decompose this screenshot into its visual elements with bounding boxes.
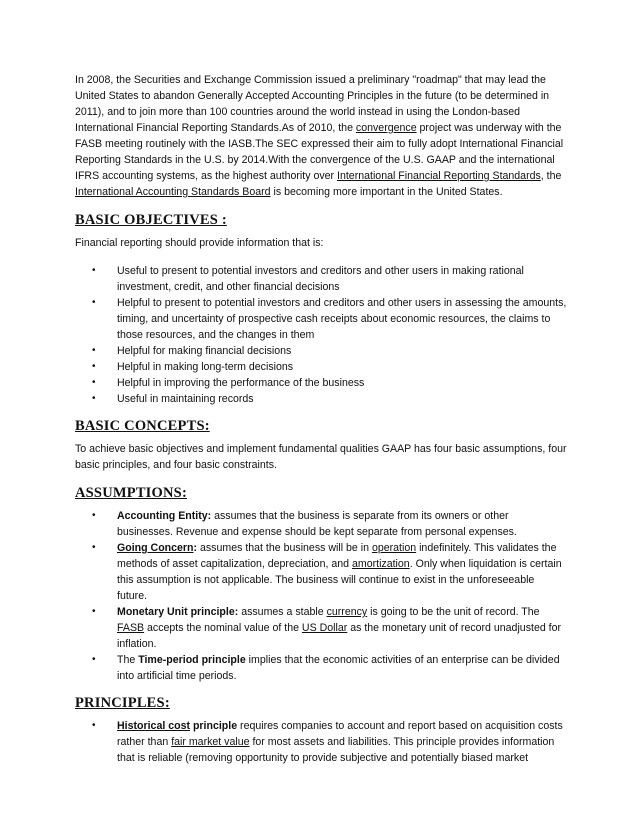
list-item: • Historical cost principle requires companies to account and report based on acquisition costs rather than fair market value for most assets and liabilities. This principle provides information that is reliable (removing opportunity to provide subjective and potentially biased market bbox=[92, 720, 563, 764]
objectives-list bbox=[75, 263, 567, 407]
assumptions-heading: ASSUMPTIONS: bbox=[75, 485, 187, 501]
iasb-link[interactable]: International Accounting Standards Board bbox=[75, 186, 271, 198]
going-concern-link[interactable]: Going Concern bbox=[117, 542, 194, 554]
list-item: • Helpful in making long-term decisions bbox=[92, 361, 294, 373]
list-item: • Accounting Entity: assumes that the business is separate from its owners or other businesses. Revenue and expense should be kept separate from personal expenses. bbox=[92, 510, 517, 538]
fair-market-value-link[interactable]: fair market value bbox=[171, 736, 250, 748]
historical-cost-link[interactable]: Historical cost bbox=[117, 720, 191, 732]
bullet-icon: • bbox=[92, 654, 96, 665]
concepts-paragraph: To achieve basic objectives and implement fundamental qualities GAAP has four basic assumptions, four basic principles, and four basic constraints. bbox=[75, 443, 567, 471]
list-item: • Useful to present to potential investors and creditors and other users in making rational investment, credit, and other financial decisions bbox=[92, 265, 524, 293]
list-item: • Helpful in improving the performance of the business bbox=[92, 377, 365, 389]
bullet-icon: • bbox=[92, 345, 96, 356]
objectives-lead: Financial reporting should provide information that is: bbox=[75, 237, 324, 249]
intro-text-2: project was underway with the FASB meeting routinely with the IASB.The SEC expressed their aim to fully adopt International Financial Reporting Standards in the U.S. by 2014.With the convergence of the U.S. GAAP and the international IFRS accounting systems, as the highest authority over bbox=[75, 122, 564, 182]
list-item: • The Time-period principle implies that the economic activities of an enterprise can be divided into artificial time periods. bbox=[92, 654, 560, 682]
bullet-icon: • bbox=[92, 265, 96, 276]
intro-paragraph bbox=[75, 72, 567, 200]
list-item: • Helpful to present to potential investors and creditors and other users in assessing the amounts, timing, and uncertainty of prospective cash receipts about economic resources, the claims to those resources, and the changes in them bbox=[92, 297, 567, 341]
document-body bbox=[75, 72, 567, 777]
ifrs-link[interactable]: International Financial Reporting Standards bbox=[337, 170, 541, 182]
bullet-icon: • bbox=[92, 510, 96, 521]
convergence-link[interactable]: convergence bbox=[355, 122, 417, 134]
list-item: • Going Concern: assumes that the business will be in operation indefinitely. This validates the methods of asset capitalization, depreciation, and amortization. Only when liquidation is certain this assumption is not applicable. The business will continue to exist in the unforeseeable future. bbox=[92, 542, 562, 602]
bullet-icon: • bbox=[92, 393, 96, 404]
objectives-heading: BASIC OBJECTIVES : bbox=[75, 212, 227, 228]
intro-text-4: is becoming more important in the United States. bbox=[270, 186, 503, 198]
currency-link[interactable]: currency bbox=[326, 606, 368, 618]
bullet-icon: • bbox=[92, 606, 96, 617]
intro-text-3: , the bbox=[540, 170, 562, 182]
amortization-link[interactable]: amortization bbox=[351, 558, 410, 570]
assumptions-list bbox=[75, 508, 567, 684]
operation-link[interactable]: operation bbox=[371, 542, 417, 554]
bullet-icon: • bbox=[92, 542, 96, 553]
list-item: • Monetary Unit principle: assumes a stable currency is going to be the unit of record. The FASB accepts the nominal value of the US Dollar as the monetary unit of record unadjusted for inflation. bbox=[92, 606, 562, 650]
bullet-icon: • bbox=[92, 720, 96, 731]
bullet-icon: • bbox=[92, 361, 96, 372]
bullet-icon: • bbox=[92, 297, 96, 308]
concepts-heading: BASIC CONCEPTS: bbox=[75, 418, 210, 434]
list-item: • Helpful for making financial decisions bbox=[92, 345, 292, 357]
intro-text-1: In 2008, the Securities and Exchange Commission issued a preliminary "roadmap" that may lead the United States to abandon Generally Accepted Accounting Principles in the future (to be determined in 2011), and to join more than 100 countries around the world instead in using the London-based International Financial Reporting Standards.As of 2010, the bbox=[75, 74, 550, 134]
us-dollar-link[interactable]: US Dollar bbox=[301, 622, 348, 634]
list-item: • Useful in maintaining records bbox=[92, 393, 254, 405]
principles-list bbox=[75, 718, 567, 766]
fasb-link[interactable]: FASB bbox=[117, 622, 145, 634]
principles-heading: PRINCIPLES: bbox=[75, 695, 170, 711]
bullet-icon: • bbox=[92, 377, 96, 388]
